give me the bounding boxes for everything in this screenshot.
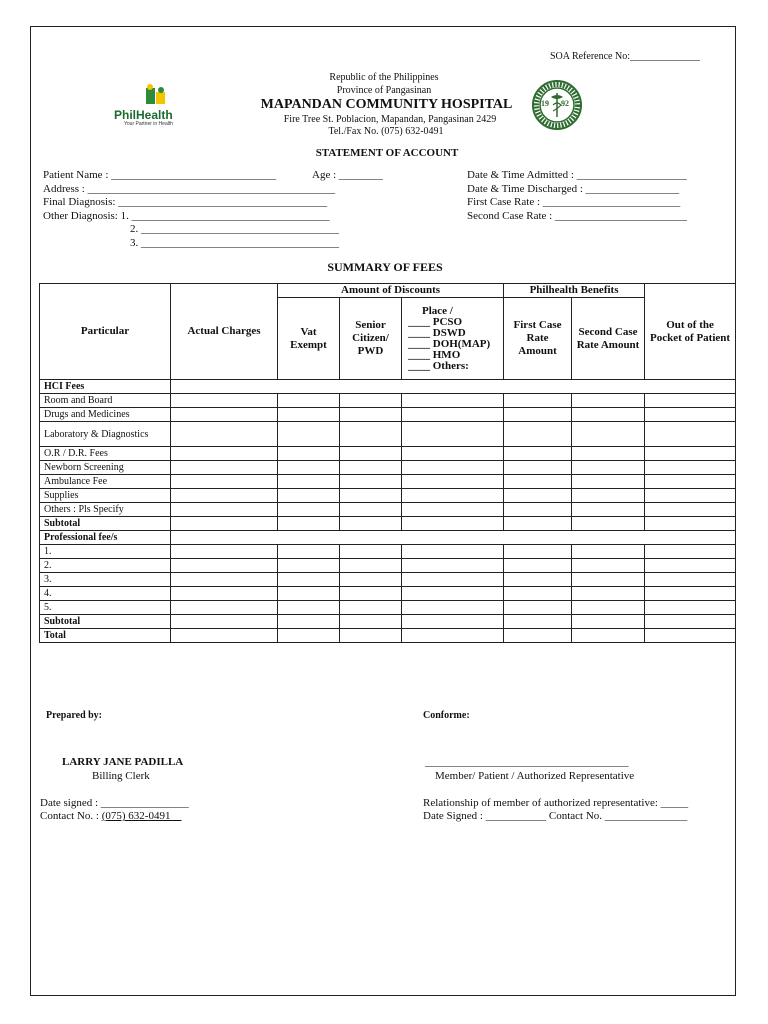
date-discharged-field: Date & Time Discharged : _________________ — [467, 183, 680, 195]
row-label: O.R / D.R. Fees — [40, 447, 171, 461]
second-case-rate-field: Second Case Rate : ________________________ — [467, 210, 687, 222]
row-label: Laboratory & Diagnostics — [40, 422, 171, 447]
table-row — [40, 394, 736, 408]
col-particular: Particular — [40, 284, 171, 380]
row-label: 2. — [40, 559, 171, 573]
other-diagnosis-1-field: Other Diagnosis: 1. ____________________________________ — [43, 210, 330, 222]
date-contact-right: Date Signed : ___________ Contact No. _______________ — [423, 810, 688, 822]
row-label: 3. — [40, 573, 171, 587]
member-signature-line: _____________________________________ — [425, 756, 629, 768]
table-row — [40, 408, 736, 422]
subtotal-label: Subtotal — [40, 615, 171, 629]
member-label: Member/ Patient / Authorized Representative — [435, 770, 635, 782]
row-label: 5. — [40, 601, 171, 615]
hospital-telfax: Tel./Fax No. (075) 632-0491 — [328, 126, 444, 137]
row-label: 4. — [40, 587, 171, 601]
table-row — [40, 545, 736, 559]
hci-fees-label: HCI Fees — [40, 380, 171, 394]
total-row — [40, 629, 736, 643]
row-label: Newborn Screening — [40, 461, 171, 475]
document-title: STATEMENT OF ACCOUNT — [315, 147, 459, 159]
table-row — [40, 447, 736, 461]
final-diagnosis-field: Final Diagnosis: ______________________________________ — [43, 196, 328, 208]
address-field: Address : _____________________________________________ — [43, 183, 336, 195]
soa-reference: SOA Reference No:______________ — [550, 51, 700, 62]
row-label: Supplies — [40, 489, 171, 503]
relationship-field: Relationship of member of authorized representative: _____ — [423, 797, 689, 809]
seal-year-right: 92 — [561, 99, 569, 108]
contact-value: (075) 632-0491 — [101, 810, 171, 822]
row-label: Others : Pls Specify — [40, 503, 171, 517]
subtotal-row — [40, 615, 736, 629]
table-row — [40, 601, 736, 615]
col-vat-exempt: Vat Exempt — [278, 298, 340, 380]
date-signed-left: Date signed : ________________ — [40, 797, 189, 809]
table-row — [40, 573, 736, 587]
contact-label: Contact No. : — [40, 810, 99, 822]
place-option-pcso: ____ PCSO — [408, 315, 463, 328]
prepared-by-label: Prepared by: — [46, 710, 103, 721]
col-actual-charges: Actual Charges — [171, 284, 278, 380]
hospital-seal — [532, 80, 582, 130]
col-group-benefits: Philhealth Benefits — [504, 284, 645, 298]
contact-no-left — [40, 810, 181, 822]
col-group-discounts: Amount of Discounts — [278, 284, 504, 298]
first-case-rate-field: First Case Rate : _________________________ — [467, 196, 681, 208]
professional-fees-label: Professional fee/s — [40, 531, 171, 545]
place-option-others: ____ Others: — [408, 359, 469, 372]
other-diagnosis-3-field: 3. ____________________________________ — [130, 237, 339, 249]
clerk-title: Billing Clerk — [92, 770, 150, 782]
total-label: Total — [40, 629, 171, 643]
seal-year-left: 19 — [541, 99, 549, 108]
table-row — [40, 503, 736, 517]
place-option-hmo: ____ HMO — [408, 348, 461, 361]
place-label: Place / — [422, 304, 453, 317]
clerk-name: LARRY JANE PADILLA — [62, 756, 184, 768]
age-field: Age : ________ — [312, 169, 383, 181]
hci-fees-span — [171, 380, 736, 394]
subtotal-row — [40, 517, 736, 531]
table-row — [40, 422, 736, 447]
table-row — [40, 475, 736, 489]
philhealth-logo-tagline: Your Partner in Health — [124, 121, 174, 127]
date-admitted-field: Date & Time Admitted : ____________________ — [467, 169, 687, 181]
table-row — [40, 587, 736, 601]
table-row — [40, 559, 736, 573]
summary-title: SUMMARY OF FEES — [327, 260, 443, 274]
place-option-dswd: ____ DSWD — [408, 326, 466, 339]
subtotal-label: Subtotal — [40, 517, 171, 531]
col-first-case-rate: First Case Rate Amount — [504, 298, 572, 380]
table-row — [40, 489, 736, 503]
col-senior-citizen: Senior Citizen/ PWD — [340, 298, 402, 380]
row-label: Drugs and Medicines — [40, 408, 171, 422]
col-place — [402, 298, 504, 380]
professional-fees-span — [171, 531, 736, 545]
philhealth-logo-name: PhilHealth — [114, 108, 173, 122]
other-diagnosis-2-field: 2. ____________________________________ — [130, 223, 339, 235]
place-option-doh: ____ DOH(MAP) — [408, 337, 491, 350]
row-label: Ambulance Fee — [40, 475, 171, 489]
col-out-of-pocket: Out of the Pocket of Patient — [645, 284, 736, 380]
table-row — [40, 461, 736, 475]
header-republic: Republic of the Philippines — [329, 72, 439, 83]
col-second-case-rate: Second Case Rate Amount — [572, 298, 645, 380]
row-label: 1. — [40, 545, 171, 559]
hospital-address: Fire Tree St. Poblacion, Mapandan, Pangasinan 2429 — [283, 114, 497, 125]
row-label: Room and Board — [40, 394, 171, 408]
header-province: Province of Pangasinan — [336, 85, 432, 96]
conforme-label: Conforme: — [423, 710, 470, 721]
patient-name-field: Patient Name : ______________________________ — [43, 169, 277, 181]
hospital-name: MAPANDAN COMMUNITY HOSPITAL — [260, 97, 513, 112]
fees-table — [39, 283, 736, 643]
